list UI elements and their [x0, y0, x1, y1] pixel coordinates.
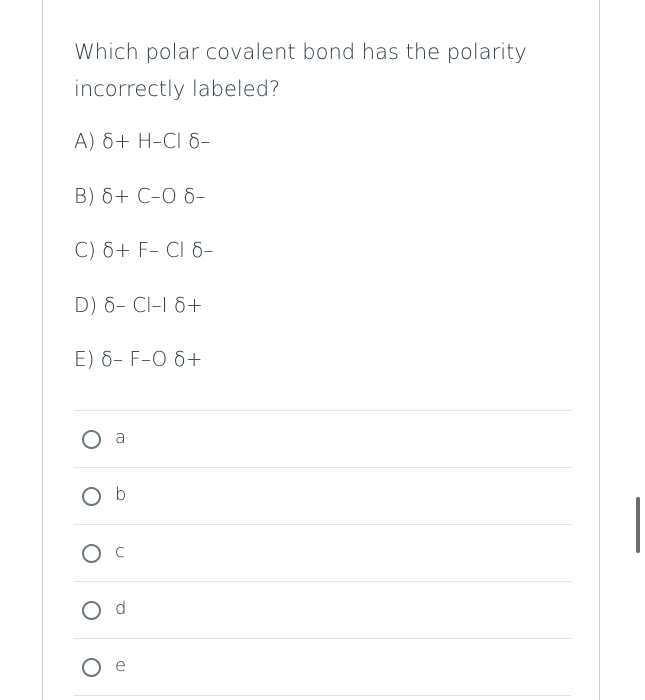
choices-list [74, 124, 554, 397]
radio-button-b[interactable] [82, 487, 101, 506]
answer-label-c: c [115, 540, 125, 562]
scrollbar-thumb[interactable] [636, 497, 640, 553]
question-text: Which polar covalent bond has the polarity incorrectly labeled? [74, 40, 527, 101]
answer-label-e: e [115, 654, 127, 676]
answer-options [74, 410, 571, 696]
answer-option-e[interactable] [74, 639, 571, 696]
answer-label-a: a [115, 426, 127, 448]
choice-line-b: B) δ+ C–O δ– [74, 183, 206, 208]
answer-option-a[interactable] [74, 411, 571, 468]
radio-button-c[interactable] [82, 544, 101, 563]
choice-line-d: D) δ– Cl–I δ+ [74, 292, 203, 317]
radio-button-d[interactable] [82, 601, 101, 620]
choice-line-e: E) δ– F–O δ+ [74, 347, 203, 371]
answer-option-b[interactable] [74, 468, 571, 525]
radio-button-a[interactable] [82, 430, 101, 449]
answer-label-d: d [115, 597, 127, 619]
choice-line-a: A) δ+ H–Cl δ– [74, 129, 211, 153]
answer-label-b: b [115, 483, 127, 505]
answer-option-c[interactable] [74, 525, 571, 582]
choice-line-c: C) δ+ F– Cl δ– [74, 238, 214, 262]
answer-option-d[interactable] [74, 582, 571, 639]
radio-button-e[interactable] [82, 658, 101, 677]
